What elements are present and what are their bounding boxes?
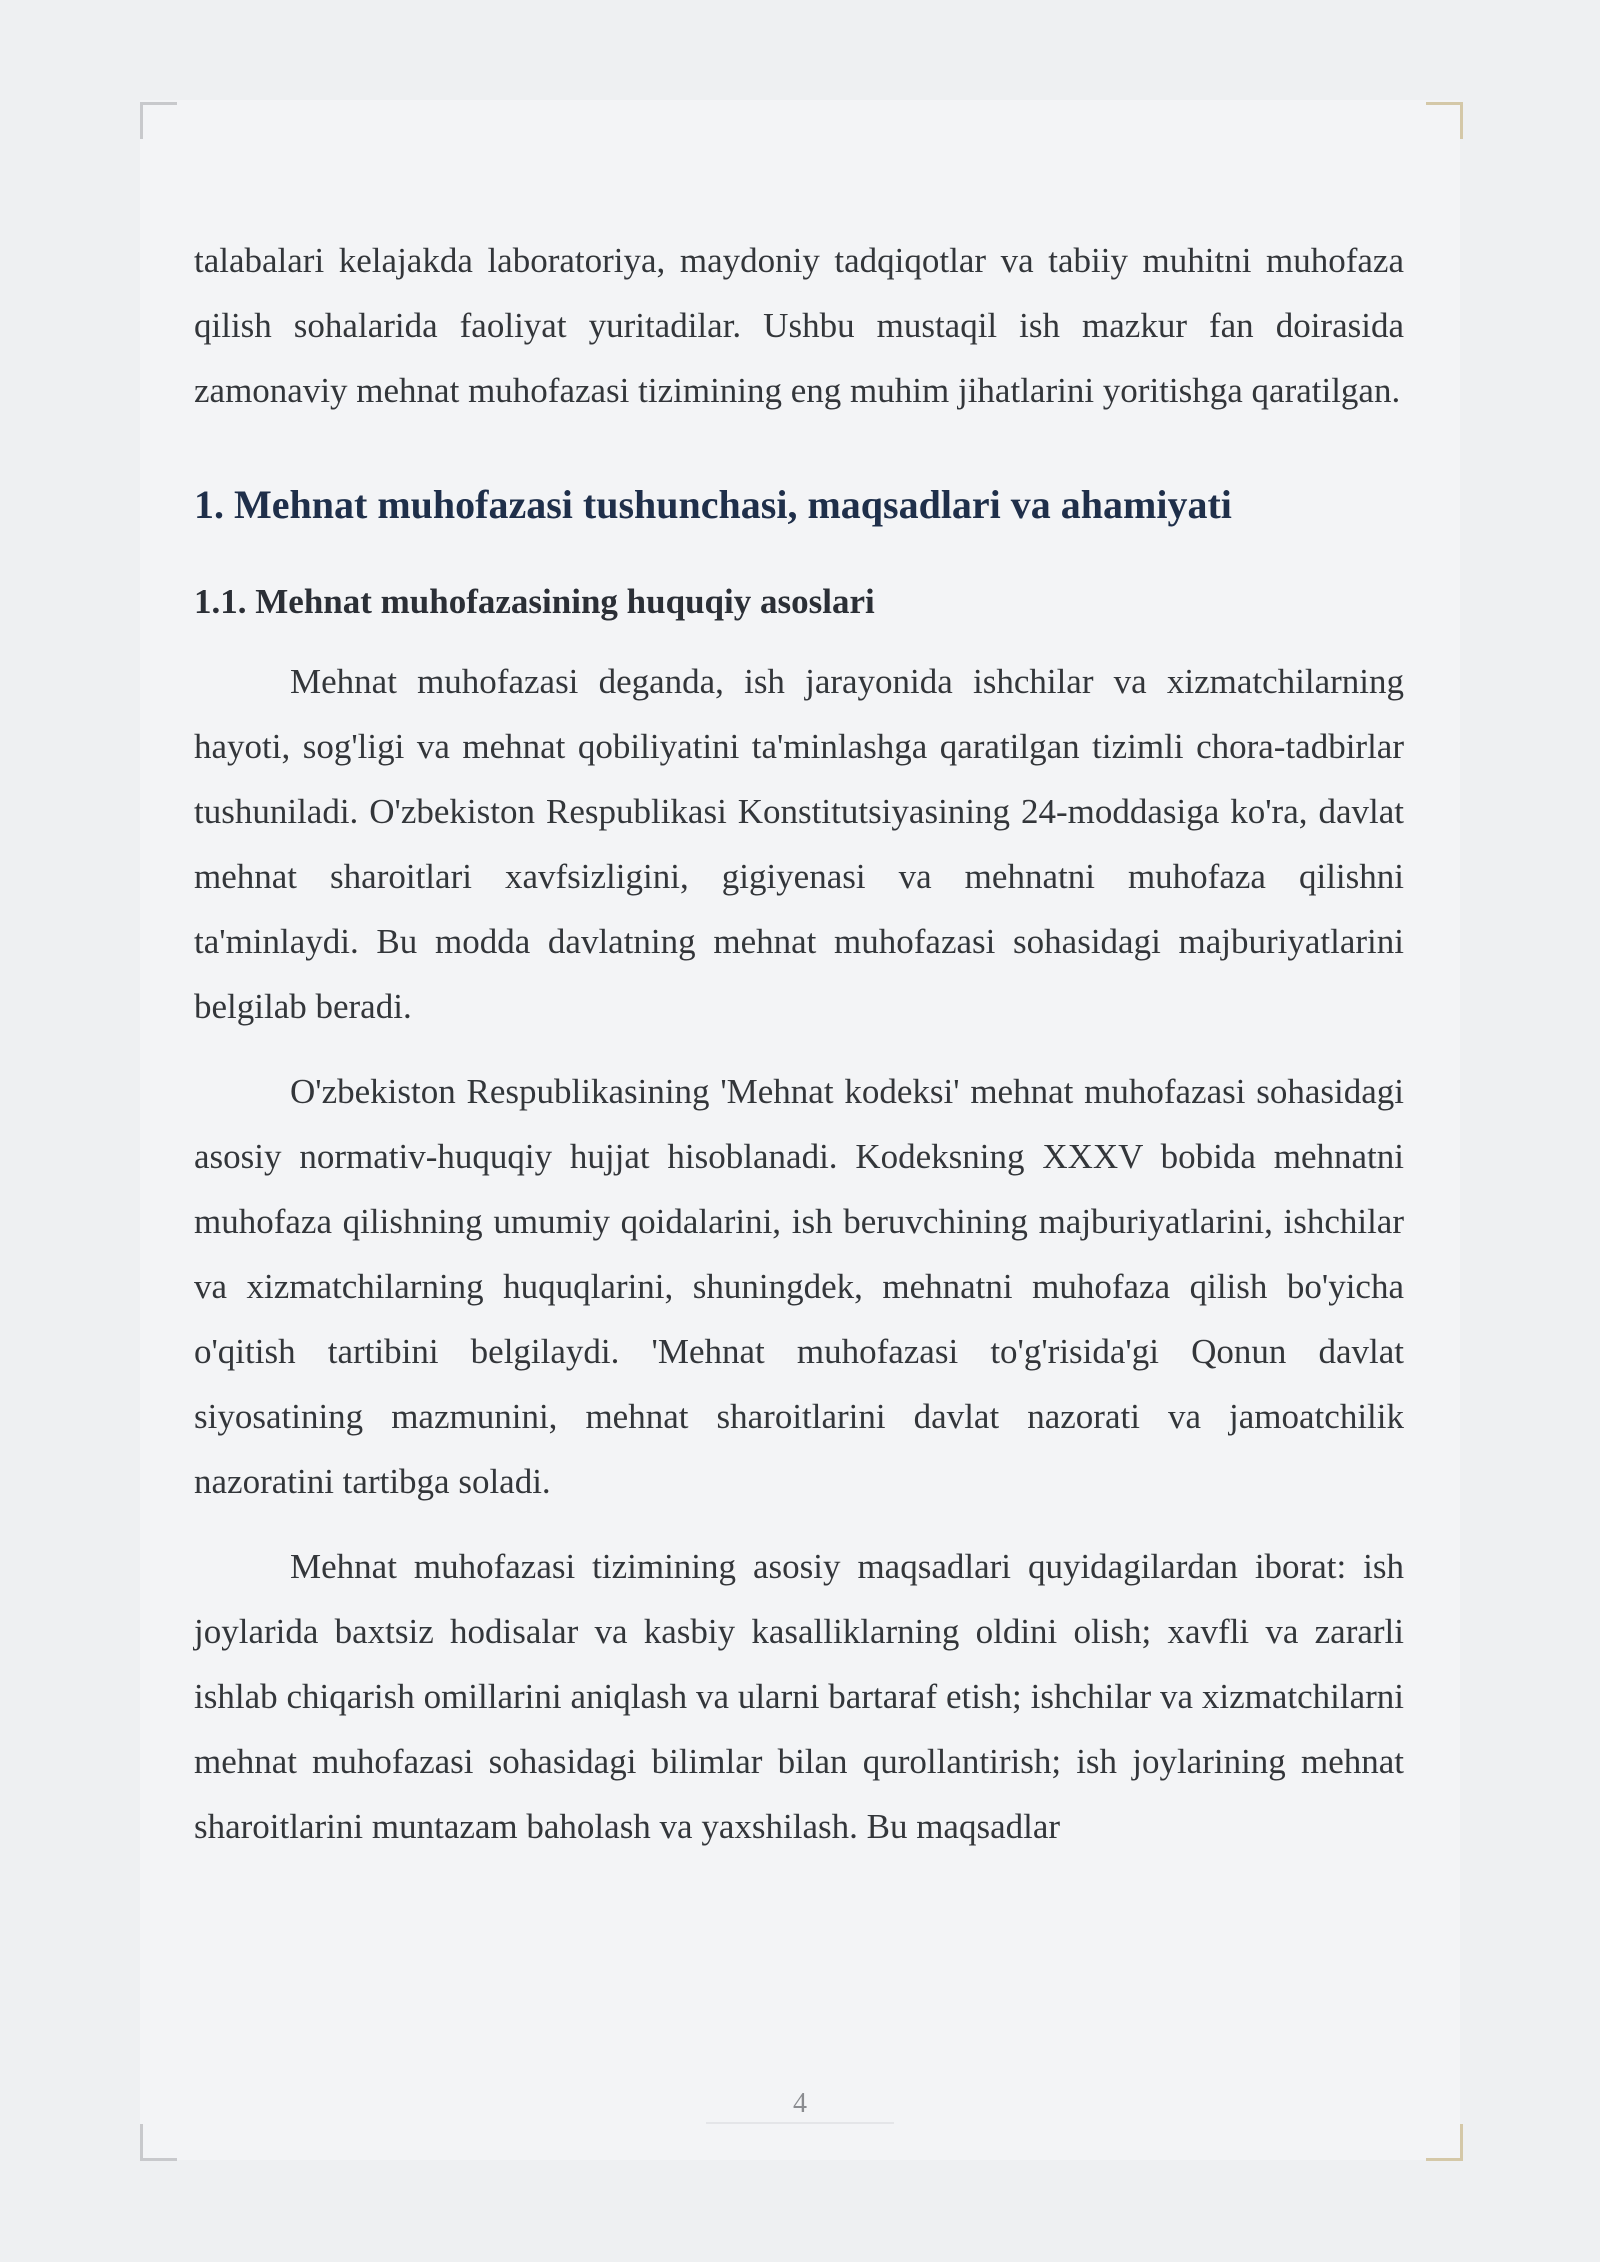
- section-heading: 1. Mehnat muhofazasi tushunchasi, maqsadlari va ahamiyati: [194, 482, 1232, 527]
- page-number-underline: [706, 2122, 894, 2124]
- body-paragraph-3: Mehnat muhofazasi tizimining asosiy maqsadlari quyidagilardan iborat: ish joylarida baxtsiz hodisalar va kasbiy kasalliklarning oldini olish; xavfli va zararli ishlab chiqarish omillarini aniqlash va ularni bartaraf etish; ishchilar va xizmatchilarni mehnat muhofazasi sohasidagi bilimlar bilan qurollantirish; ish joylarining mehnat sharoitlarini muntazam baholash va yaxshilash. Bu maqsadlar: [194, 1547, 1404, 1846]
- page-number: 4: [793, 2088, 807, 2119]
- intro-paragraph: talabalari kelajakda laboratoriya, maydoniy tadqiqotlar va tabiiy muhitni muhofaza qilish sohalarida faoliyat yuritadilar. Ushbu mustaqil ish mazkur fan doirasida zamonaviy mehnat muhofazasi tizimining eng muhim jihatlarini yoritishga qaratilgan.: [194, 241, 1404, 410]
- body-paragraph-2: O'zbekiston Respublikasining 'Mehnat kodeksi' mehnat muhofazasi sohasidagi asosiy normativ-huquqiy hujjat hisoblanadi. Kodeksning XXXV bobida mehnatni muhofaza qilishning umumiy qoidalarini, ish beruvchining majburiyatlarini, ishchilar va xizmatchilarning huquqlarini, shuningdek, mehnatni muhofaza qilish bo'yicha o'qitish tartibini belgilaydi. 'Mehnat muhofazasi to'g'risida'gi Qonun davlat siyosatining mazmunini, mehnat sharoitlarini davlat nazorati va jamoatchilik nazoratini tartibga soladi.: [194, 1072, 1404, 1501]
- crop-mark-top-right: [1426, 102, 1463, 139]
- subsection-heading: 1.1. Mehnat muhofazasining huquqiy asoslari: [194, 582, 875, 621]
- body-paragraph-1: Mehnat muhofazasi deganda, ish jarayonida ishchilar va xizmatchilarning hayoti, sog'ligi va mehnat qobiliyatini ta'minlashga qaratilgan tizimli chora-tadbirlar tushuniladi. O'zbekiston Respublikasi Konstitutsiyasining 24-moddasiga ko'ra, davlat mehnat sharoitlari xavfsizligini, gigiyenasi va mehnatni muhofaza qilishni ta'minlaydi. Bu modda davlatning mehnat muhofazasi sohasidagi majburiyatlarini belgilab beradi.: [194, 662, 1404, 1026]
- page-content: [194, 228, 1404, 1879]
- crop-mark-top-left: [140, 102, 177, 139]
- crop-mark-bottom-left: [140, 2124, 177, 2161]
- crop-mark-bottom-right: [1426, 2124, 1463, 2161]
